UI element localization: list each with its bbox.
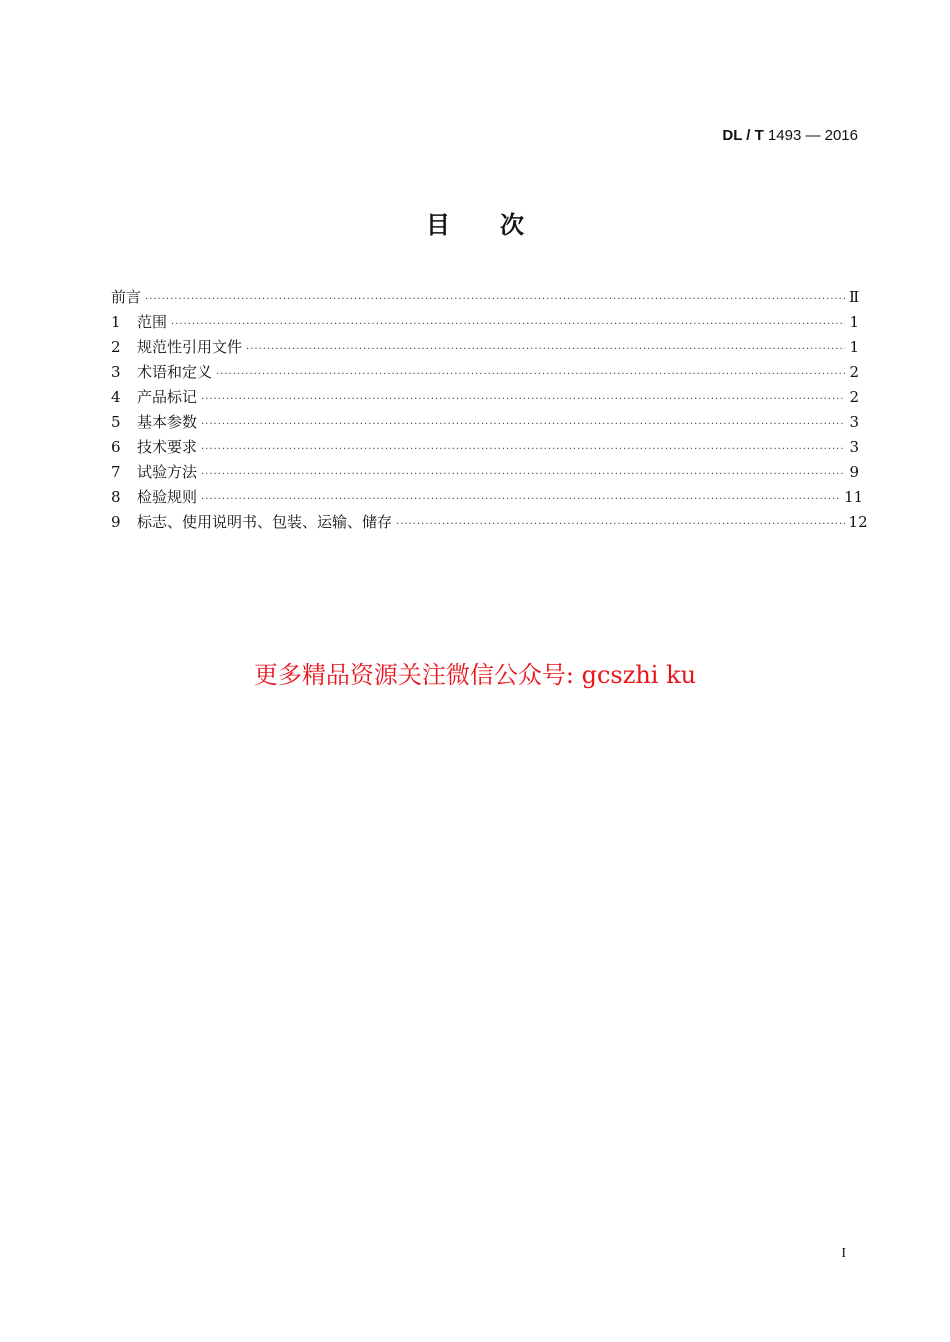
toc-entry-number: 9 xyxy=(111,513,121,531)
toc-entry-label: 前言 xyxy=(111,288,142,306)
toc-entry[interactable] xyxy=(111,335,859,360)
toc-entry-page: 12 xyxy=(848,513,868,531)
page-number: I xyxy=(841,1246,846,1261)
toc-entry[interactable] xyxy=(111,360,859,385)
toc-entry-page: 3 xyxy=(849,438,859,456)
toc-entry-number: 2 xyxy=(111,338,121,356)
toc-entry-label: 技术要求 xyxy=(137,438,198,456)
toc-leader-dots xyxy=(201,462,845,487)
toc-entry-number: 6 xyxy=(111,438,121,456)
standard-number: 1493 — 2016 xyxy=(767,127,858,144)
toc-leader-dots xyxy=(201,387,845,412)
toc-entry-label: 术语和定义 xyxy=(137,363,213,381)
toc-leader-dots xyxy=(216,362,845,387)
toc-entry-page: 3 xyxy=(849,413,859,431)
toc-entry-page: Ⅱ xyxy=(849,288,860,306)
toc-entry[interactable] xyxy=(111,485,864,510)
toc-entry[interactable] xyxy=(111,435,859,460)
promo-watermark-text: 更多精品资源关注微信公众号: gcszhi ku xyxy=(253,661,697,689)
toc-leader-dots xyxy=(246,337,845,362)
toc-entry-number: 7 xyxy=(111,463,121,481)
toc-entry-number: 8 xyxy=(111,488,121,506)
toc-entry[interactable] xyxy=(111,460,859,485)
toc-leader-dots xyxy=(201,487,840,512)
toc-entry-page: 11 xyxy=(844,488,864,506)
toc-entry[interactable] xyxy=(111,285,859,310)
toc-entry[interactable] xyxy=(111,410,859,435)
toc-leader-dots xyxy=(396,512,845,537)
toc-entry-number: 4 xyxy=(111,388,121,406)
toc-entry-page: 1 xyxy=(849,338,859,356)
toc-leader-dots xyxy=(201,437,845,462)
toc-entry-number: 1 xyxy=(111,313,121,331)
toc-entry-page: 1 xyxy=(849,313,859,331)
toc-entry-label: 试验方法 xyxy=(137,463,198,481)
toc-entry-page: 2 xyxy=(849,388,859,406)
toc-entry[interactable] xyxy=(111,310,859,335)
standard-prefix: DL / T xyxy=(722,127,764,144)
toc-entry-label: 产品标记 xyxy=(137,388,198,406)
toc-entry-number: 3 xyxy=(111,363,121,381)
standard-code xyxy=(722,127,858,144)
toc-entry-page: 9 xyxy=(849,463,859,481)
toc-entry-number: 5 xyxy=(111,413,121,431)
toc-title: 目次 xyxy=(426,211,574,239)
toc-leader-dots xyxy=(171,312,845,337)
table-of-contents xyxy=(111,285,868,535)
toc-entry-label: 标志、使用说明书、包装、运输、储存 xyxy=(137,513,393,531)
toc-entry-page: 2 xyxy=(849,363,859,381)
toc-entry[interactable] xyxy=(111,385,859,410)
toc-entry-label: 范围 xyxy=(137,313,168,331)
toc-leader-dots xyxy=(201,412,845,437)
toc-entry[interactable] xyxy=(111,510,868,535)
toc-entry-label: 规范性引用文件 xyxy=(137,338,243,356)
toc-leader-dots xyxy=(145,287,845,312)
toc-entry-label: 检验规则 xyxy=(137,488,198,506)
toc-entry-label: 基本参数 xyxy=(137,413,198,431)
